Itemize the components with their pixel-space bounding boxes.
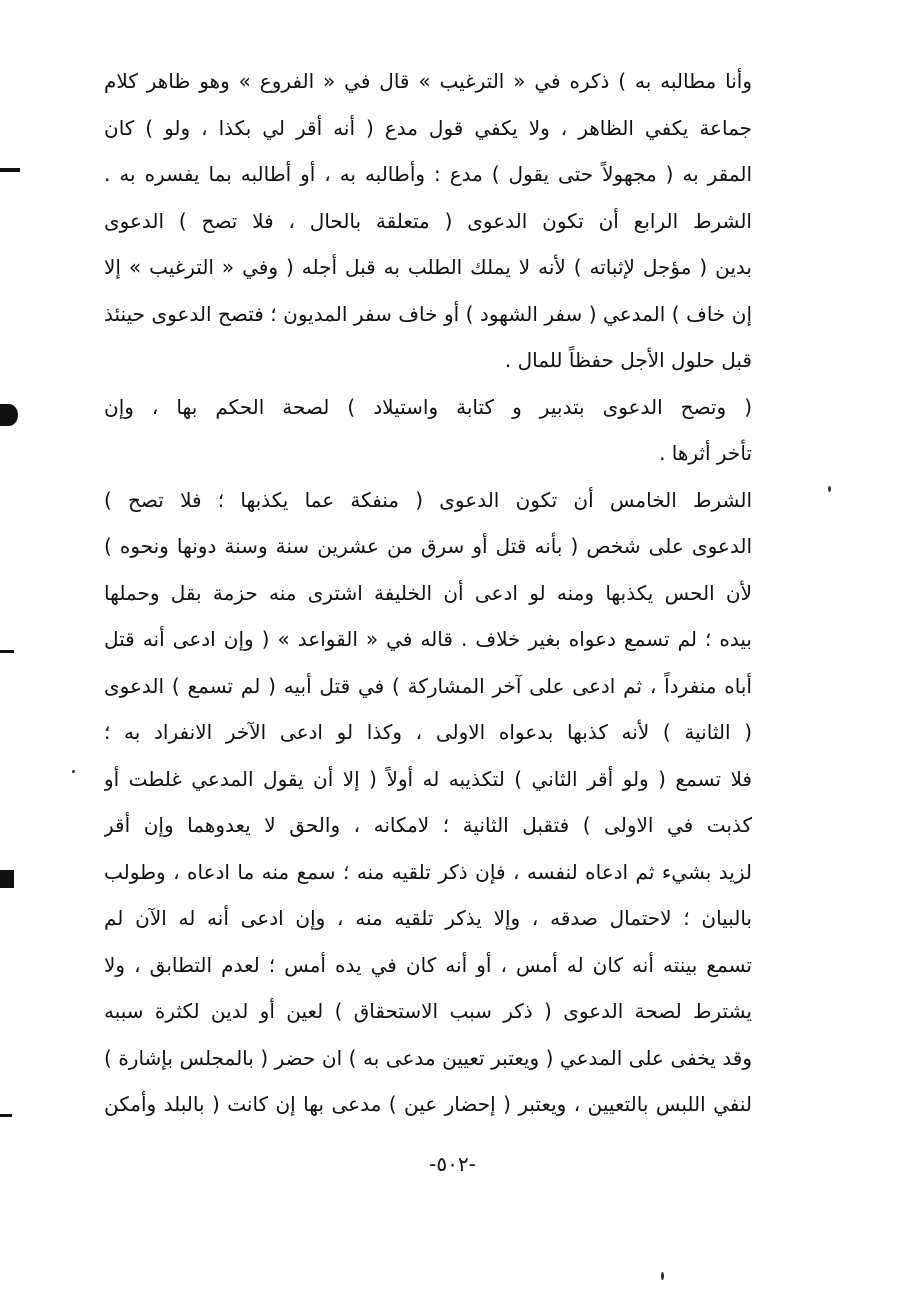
text-line: الدعوى على شخص ( بأنه قتل أو سرق من عشرين سنة وسنة دونها ونحوه ) — [104, 534, 752, 558]
text-line: يشترط لصحة الدعوى ( ذكر سبب الاستحقاق ) لعين أو لدين لكثرة سببه — [104, 999, 752, 1023]
text-line: ( الثانية ) لأنه كذبها بدعواه الاولى ، وكذا لو ادعى الآخر الانفراد به ؛ — [104, 720, 752, 744]
text-line: وأنا مطالبه به ) ذكره في « الترغيب » قال في « الفروع » وهو ظاهر كلام — [104, 69, 752, 93]
text-line: لنفي اللبس بالتعيين ، ويعتبر ( إحضار عين ) مدعى بها إن كانت ( بالبلد وأمكن — [104, 1092, 752, 1116]
scan-edge-mark — [0, 870, 14, 888]
text-line: قبل حلول الأجل حفظاً للمال . — [504, 348, 752, 372]
scan-speck — [72, 770, 75, 773]
text-line: تسمع بينته أنه كان له أمس ، أو أنه كان في يده أمس ؛ لعدم التطابق ، ولا — [104, 952, 752, 977]
text-line: بيده ؛ لم تسمع دعواه بغير خلاف . قاله في « القواعد » ( وإن ادعى أنه قتل — [104, 627, 752, 651]
text-line: بدين ( مؤجل لإثباته ) لأنه لا يملك الطلب به قبل أجله ( وفي « الترغيب » إلا — [104, 255, 752, 279]
text-line: وقد يخفى على المدعي ( ويعتبر تعيين مدعى به ) ان حضر ( بالمجلس بإشارة ) — [104, 1045, 752, 1070]
scan-speck — [828, 486, 831, 492]
scan-edge-mark — [0, 168, 20, 172]
text-line: جماعة يكفي الظاهر ، ولا يكفي قول مدع ( أنه أقر لي بكذا ، ولو ) كان — [104, 115, 752, 140]
text-line: فلا تسمع ( ولو أقر الثاني ) لتكذيبه له أولاً ( إلا أن يقول المدعي غلطت أو — [104, 766, 752, 791]
page-number: -٥٠٢- — [429, 1152, 476, 1176]
text-line: لزيد بشيء ثم ادعاه لنفسه ، فإن ذكر تلقيه منه ؛ سمع منه ما ادعاه ، وطولب — [104, 859, 752, 884]
body-text — [104, 58, 752, 1128]
scan-edge-mark — [0, 650, 14, 653]
text-line: تأخر أثرها . — [659, 441, 752, 465]
scan-edge-mark — [0, 404, 18, 426]
scan-speck — [661, 1272, 664, 1280]
scan-edge-mark — [0, 1114, 12, 1117]
text-line: المقر به ( مجهولاً حتى يقول ) مدع : وأطالبه به ، أو أطالبه بما يفسره به . — [104, 162, 752, 186]
text-line: أباه منفرداً ، ثم ادعى على آخر المشاركة ) في قتل أبيه ( لم تسمع ) الدعوى — [104, 673, 752, 698]
text-line: الشرط الرابع أن تكون الدعوى ( متعلقة بالحال ، فلا تصح ) الدعوى — [104, 208, 752, 233]
text-line: إن خاف ) المدعي ( سفر الشهود ) أو خاف سفر المديون ؛ فتصح الدعوى حينئذ — [104, 301, 752, 326]
text-line: كذبت في الاولى ) فتقبل الثانية ؛ لامكانه ، والحق لا يعدوهما وإن أقر — [104, 813, 752, 837]
text-line: ( وتصح الدعوى بتدبير و كتابة واستيلاد ) لصحة الحكم بها ، وإن — [104, 394, 752, 419]
text-line: لأن الحس يكذبها ومنه لو ادعى أن الخليفة اشترى منه حزمة بقل وحملها — [104, 580, 752, 605]
text-line: بالبيان ؛ لاحتمال صدقه ، وإلا يذكر تلقيه منه ، وإن ادعى أنه له الآن لم — [104, 906, 752, 930]
text-line: الشرط الخامس أن تكون الدعوى ( منفكة عما يكذبها ؛ فلا تصح ) — [104, 487, 752, 512]
